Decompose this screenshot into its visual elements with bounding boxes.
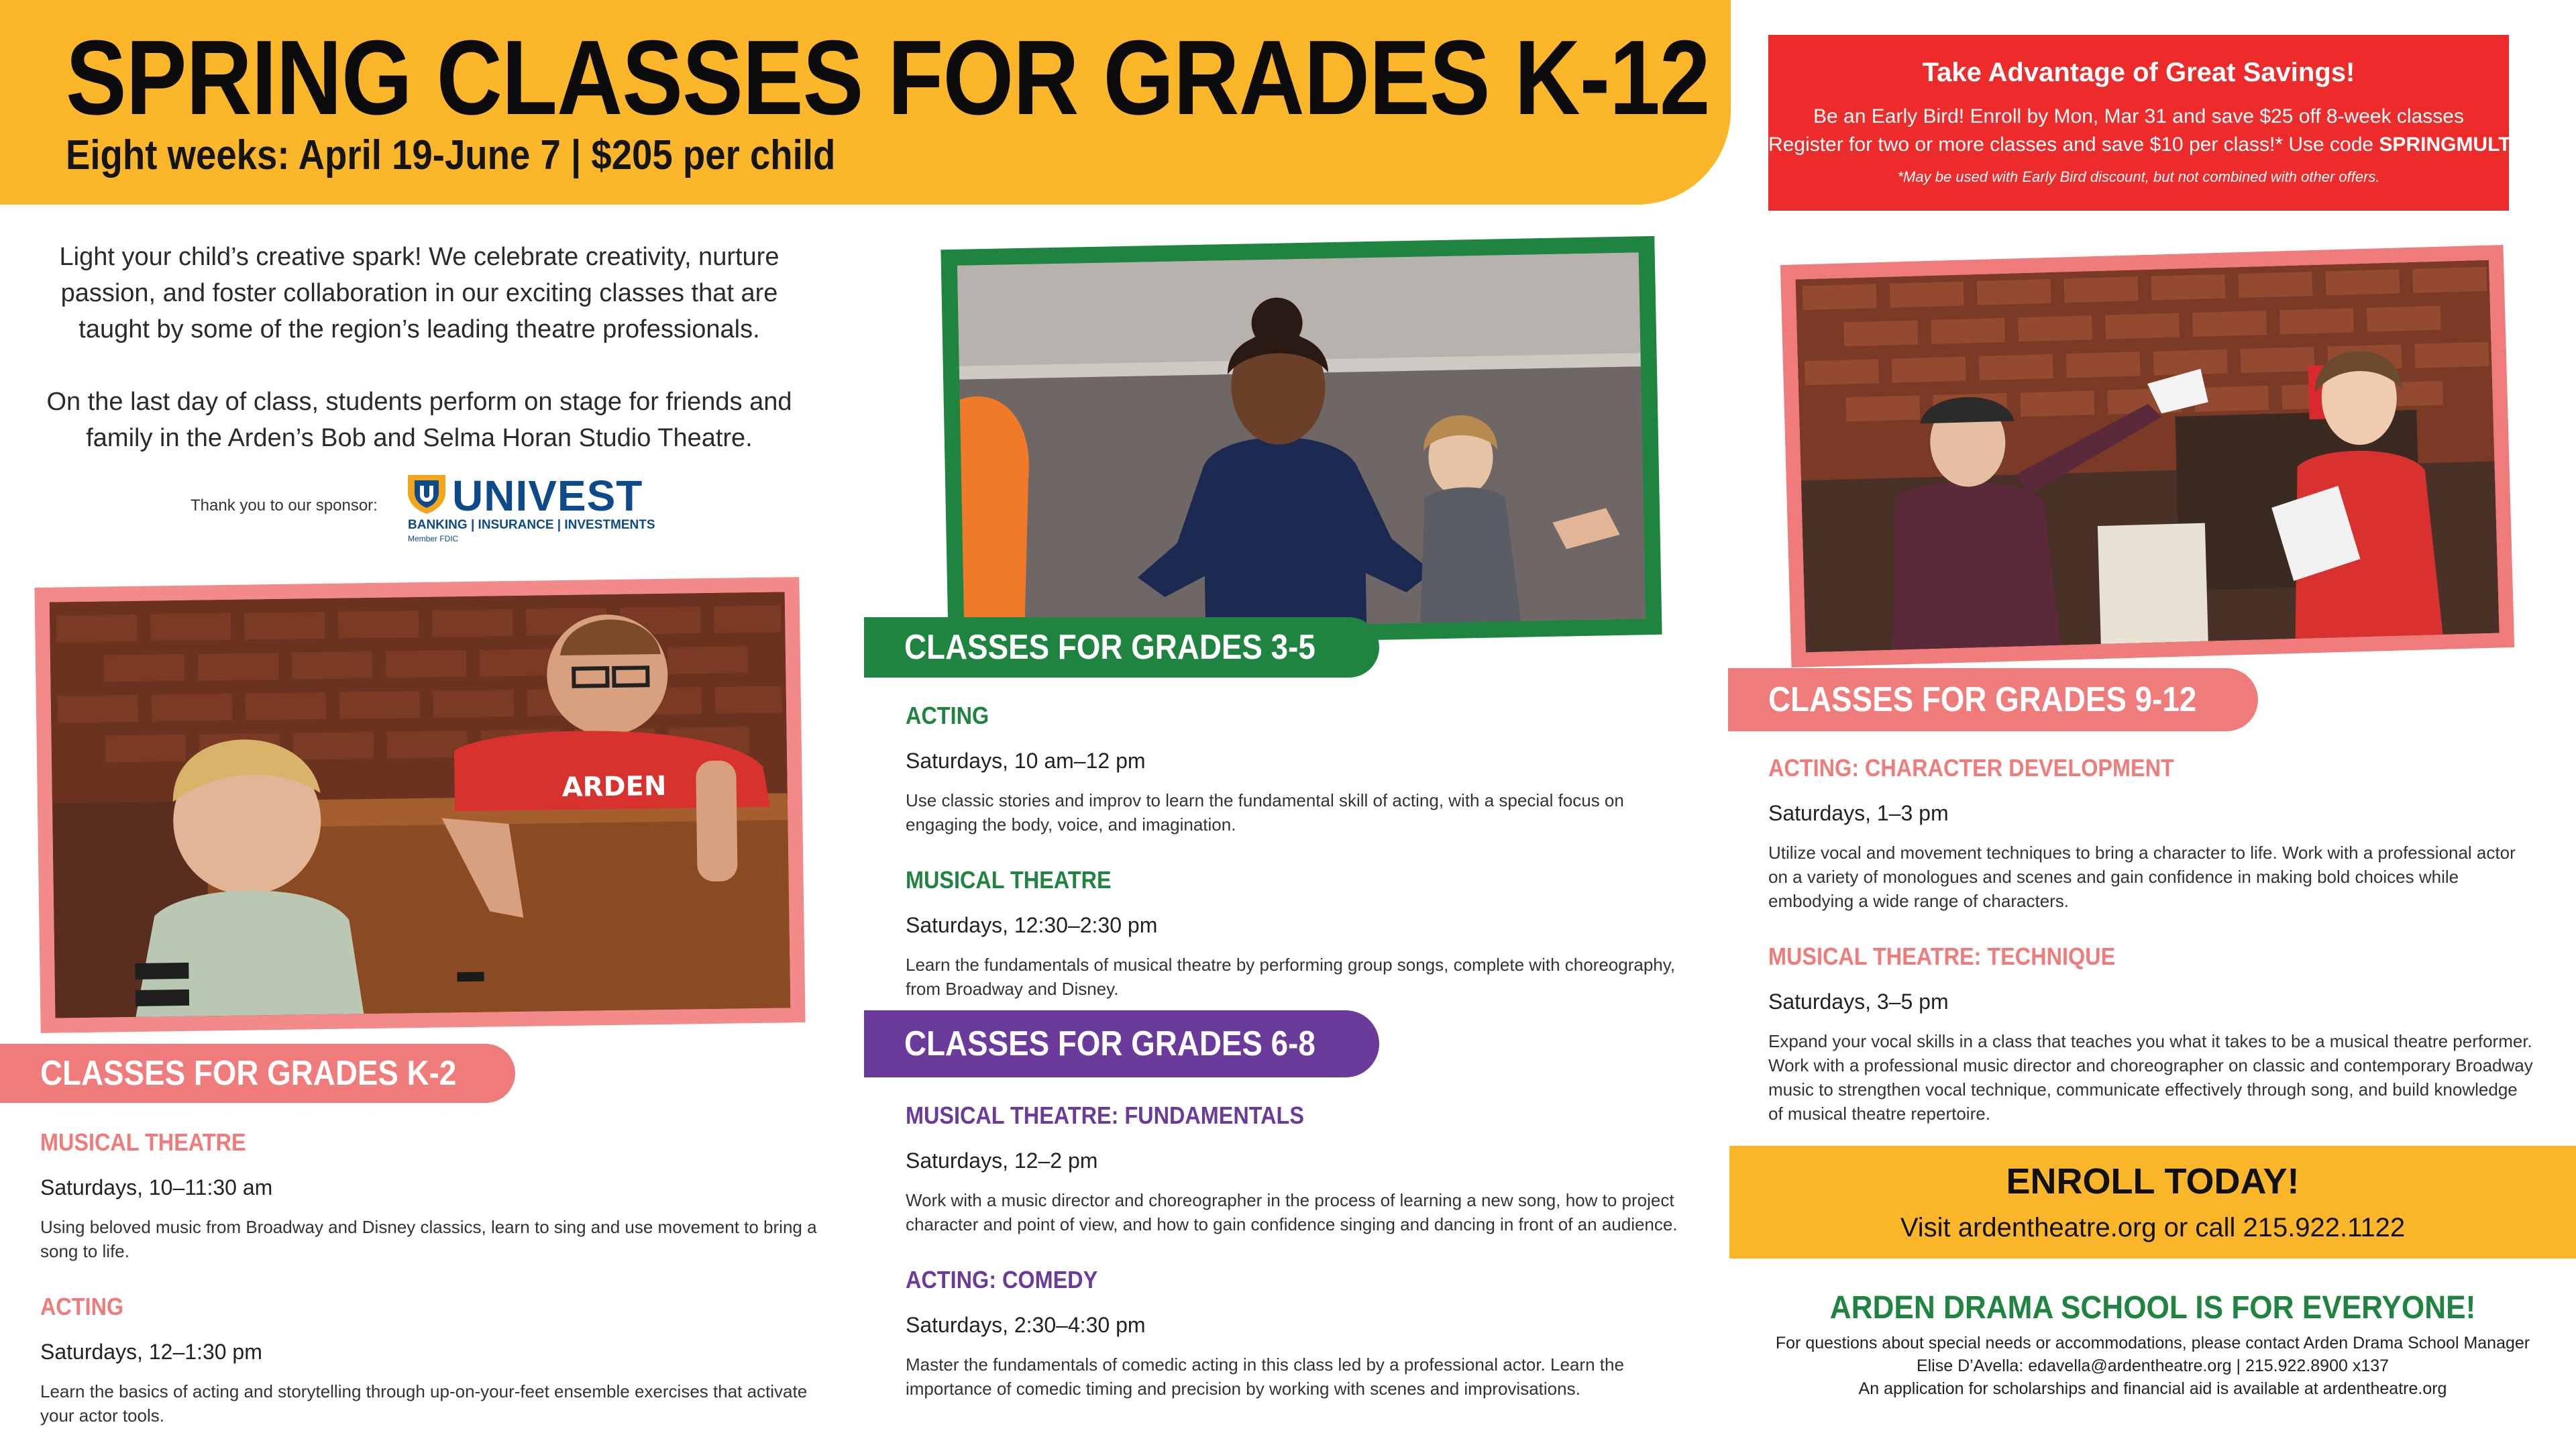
section-heading-912 [1728,668,2258,731]
savings-title: Take Advantage of Great Savings! [1922,58,2355,87]
class-item [906,1266,1697,1401]
class-name: MUSICAL THEATRE [40,1128,246,1156]
class-item [40,1128,832,1263]
class-description: Expand your vocal skills in a class that teaches you what it takes to be a musical theatre performer. Work with a professional music director and choreographer on classic and contemporary Broadway music to strengthen vocal technique, communicate effectively through song, and build knowledge of musical theatre repertoire. [1768,1031,2533,1124]
class-time: Saturdays, 2:30–4:30 pm [906,1313,1146,1337]
class-time: Saturdays, 10 am–12 pm [906,749,1146,773]
page-title: SPRING CLASSES FOR GRADES K-12 [66,19,1710,137]
savings-box [1768,35,2516,211]
class-name: MUSICAL THEATRE [906,866,1112,894]
class-list-35 [906,702,1697,1030]
photo-scene-rehearsal-image [1795,260,2499,653]
univest-shield-icon [405,472,448,515]
page-subtitle: Eight weeks: April 19-June 7 | $205 per child [66,132,836,178]
footer [1729,1289,2576,1400]
class-name: ACTING: COMEDY [906,1266,1098,1293]
class-name: MUSICAL THEATRE: TECHNIQUE [1768,943,2116,970]
class-name: ACTING: CHARACTER DEVELOPMENT [1768,754,2174,782]
savings-note: *May be used with Early Bird discount, but not combined with other offers. [1897,168,2380,185]
sponsor-logo [405,471,674,546]
photo-grades-912 [1780,245,2514,668]
savings-line-multi-text: Register for two or more classes and save $10 per class!* Use code [1768,134,2379,156]
section-heading-k2-text: CLASSES FOR GRADES K-2 [40,1054,457,1093]
footer-title: ARDEN DRAMA SCHOOL IS FOR EVERYONE! [1829,1290,2476,1326]
sponsor-tagline: BANKING | INSURANCE | INVESTMENTS [408,518,655,532]
class-description: Utilize vocal and movement techniques to bring a character to life. Work with a professional actor on a variety of monologues and scenes and gain confidence in making bold choices while embodying a wide range of characters. [1768,843,2516,911]
sponsor-label: Thank you to our sponsor: [191,496,378,515]
class-description: Using beloved music from Broadway and Disney classics, learn to sing and use movement to bring a song to life. [40,1217,817,1261]
class-time: Saturdays, 12–2 pm [906,1149,1098,1173]
class-list-68 [906,1102,1697,1430]
class-item [906,1102,1697,1236]
photo-grades-k2 [34,577,805,1033]
class-description: Master the fundamentals of comedic acting in this class led by a professional actor. Learn the importance of comedic timing and precision by working with scenes and improvisations. [906,1354,1624,1399]
shirt-text: ARDEN [561,770,667,804]
sponsor-name: UNIVEST [452,472,643,520]
footer-line-3: An application for scholarships and financial aid is available at ardentheatre.org [1858,1379,2447,1398]
class-description: Work with a music director and choreographer in the process of learning a new song, how to project character and point of view, and how to gain confidence singing and dancing in front of an audience. [906,1190,1678,1234]
intro-text [40,239,798,456]
section-heading-35 [864,617,1379,678]
footer-line-1: For questions about special needs or accommodations, please contact Arden Drama School Manager [1775,1334,2530,1352]
class-item [1768,943,2533,1126]
class-time: Saturdays, 12–1:30 pm [40,1340,262,1364]
photo-grades-35 [941,236,1662,648]
section-heading-912-text: CLASSES FOR GRADES 9-12 [1768,680,2197,719]
photo-stage-performers-image [957,252,1646,631]
class-item [1768,754,2533,913]
class-time: Saturdays, 1–3 pm [1768,801,1949,825]
section-heading-k2 [0,1044,515,1103]
class-description: Learn the basics of acting and storytelling through up-on-your-feet ensemble exercises that activate your actor tools. [40,1381,808,1426]
savings-line-multi [1768,131,2516,159]
class-item [906,702,1697,837]
photo-piano-lesson-image [50,592,791,1018]
sponsor-fdic: Member FDIC [408,534,459,543]
class-name: MUSICAL THEATRE: FUNDAMENTALS [906,1102,1304,1129]
footer-info [1729,1332,2576,1400]
enroll-box [1729,1146,2576,1259]
class-time: Saturdays, 10–11:30 am [40,1175,273,1199]
section-heading-35-text: CLASSES FOR GRADES 3-5 [904,628,1316,667]
promo-code: SPRINGMULTI [2379,134,2516,156]
class-name: ACTING [40,1293,124,1320]
intro-paragraph-2: On the last day of class, students perform on stage for friends and family in the Arden’s Bob and Selma Horan Studio Theatre. [46,388,792,452]
class-time: Saturdays, 3–5 pm [1768,990,1949,1014]
enroll-contact: Visit ardentheatre.org or call 215.922.1122 [1900,1213,2406,1242]
class-item [906,866,1697,1001]
class-name: ACTING [906,702,989,729]
footer-line-2: Elise D’Avella: edavella@ardentheatre.org | 215.922.8900 x137 [1916,1356,2390,1375]
class-description: Learn the fundamentals of musical theatre by performing group songs, complete with choreography, from Broadway and Disney. [906,955,1676,999]
enroll-title: ENROLL TODAY! [2006,1161,2300,1202]
class-time: Saturdays, 12:30–2:30 pm [906,913,1158,937]
class-item [40,1293,832,1428]
section-heading-68-text: CLASSES FOR GRADES 6-8 [904,1024,1316,1063]
class-list-912 [1768,754,2533,1155]
class-description: Use classic stories and improv to learn the fundamental skill of acting, with a special focus on engaging the body, voice, and imagination. [906,790,1624,835]
class-list-k2 [40,1128,832,1441]
savings-line-early-bird: Be an Early Bird! Enroll by Mon, Mar 31 and save $25 off 8-week classes [1813,105,2464,127]
intro-paragraph-1: Light your child’s creative spark! We celebrate creativity, nurture passion, and foster collaboration in our exciting classes that are taught by some of the region’s leading theatre professionals. [59,243,780,343]
